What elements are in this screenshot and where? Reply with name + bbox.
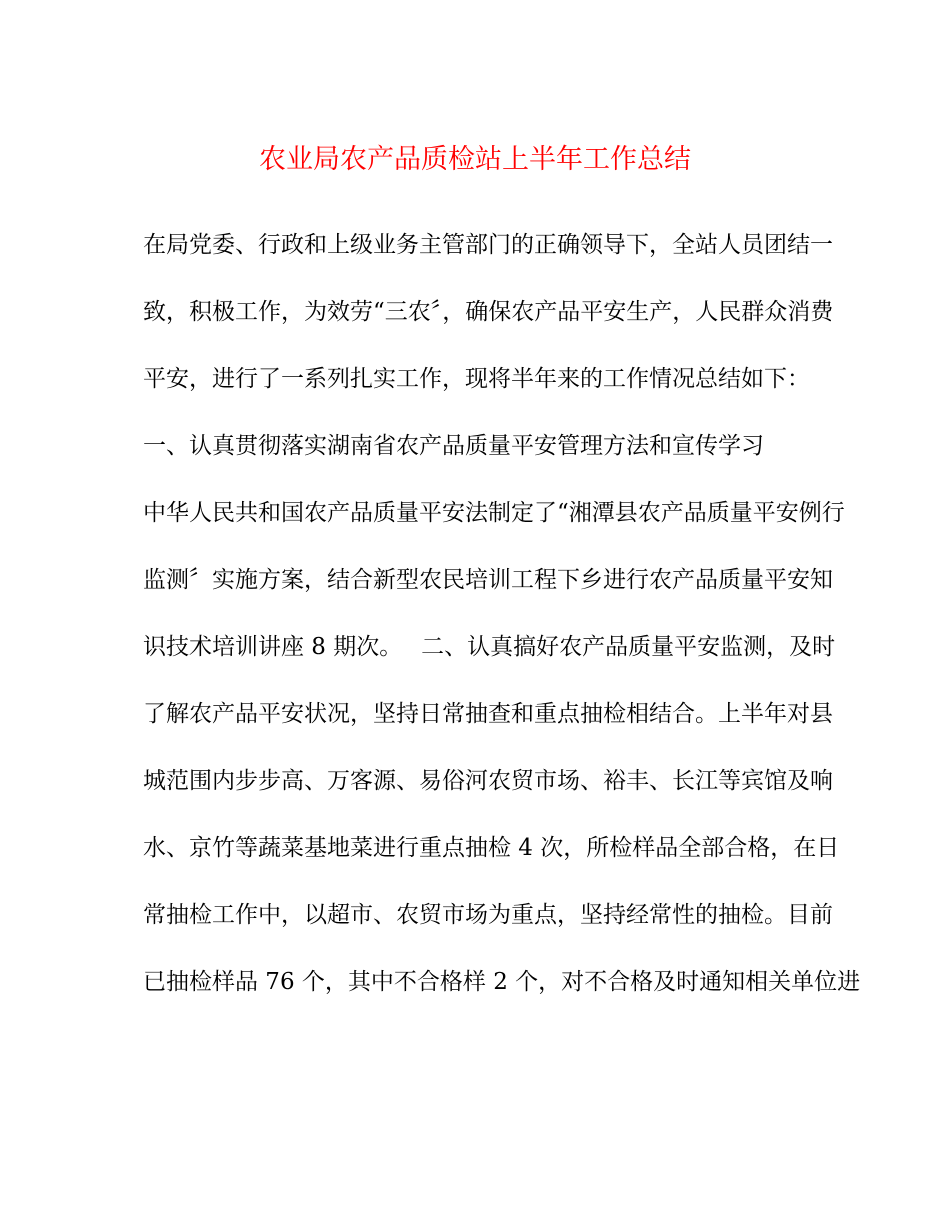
body-line: 平安，进行了一系列扎实工作，现将半年来的工作情况总结如下： [143, 366, 810, 392]
body-line: 城范围内步步高、万客源、易俗河农贸市场、裕丰、长江等宾馆及响 [143, 768, 833, 794]
body-line: 已抽检样品 76 个，其中不合格样 2 个，对不合格及时通知相关单位进 [143, 969, 861, 995]
document-body [143, 225, 861, 1029]
body-line: 致，积极工作，为效劳“三农〞，确保农产品平安生产，人民群众消费 [143, 299, 834, 325]
body-line: 常抽检工作中，以超市、农贸市场为重点，坚持经常性的抽检。目前 [143, 902, 833, 928]
body-line: 监测〞实施方案，结合新型农民培训工程下乡进行农产品质量平安知 [143, 567, 833, 593]
body-line: 在局党委、行政和上级业务主管部门的正确领导下，全站人员团结一 [143, 232, 833, 258]
body-line: 水、京竹等蔬菜基地菜进行重点抽检 4 次，所检样品全部合格，在日 [143, 835, 840, 861]
body-line: 识技术培训讲座 8 期次。 二、认真搞好农产品质量平安监测，及时 [143, 634, 836, 660]
body-line: 中华人民共和国农产品质量平安法制定了“湘潭县农产品质量平安例行 [143, 500, 845, 526]
section-heading-1: 一、认真贯彻落实湖南省农产品质量平安管理方法和宣传学习 [143, 433, 764, 459]
document-title: 农业局农产品质检站上半年工作总结 [259, 144, 691, 175]
body-line: 了解农产品平安状况，坚持日常抽查和重点抽检相结合。上半年对县 [143, 701, 833, 727]
